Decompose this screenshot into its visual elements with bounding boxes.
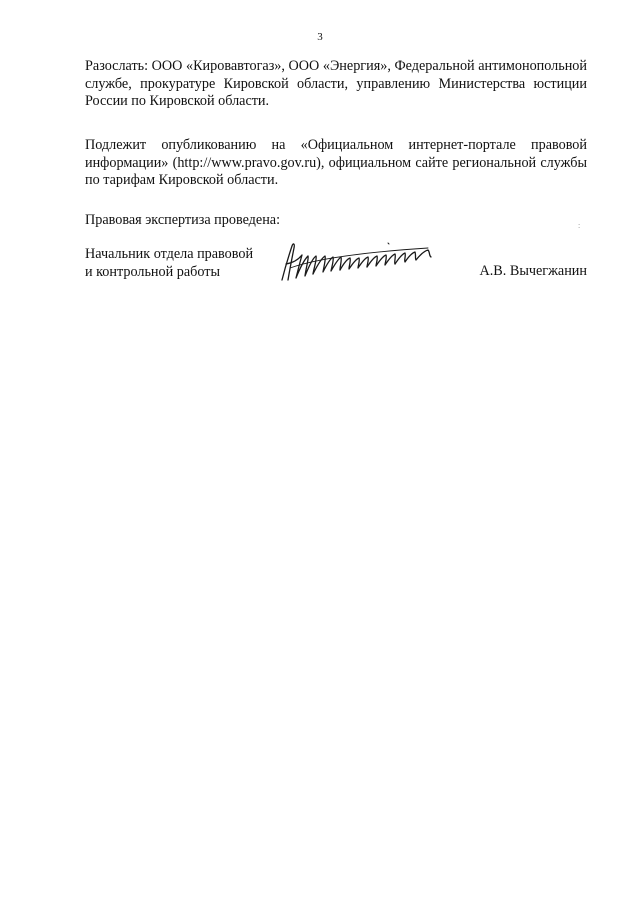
handwritten-signature-icon bbox=[278, 238, 438, 284]
signatory-position bbox=[85, 246, 285, 281]
distribution-list: Разослать: ООО «Кировавтогаз», ООО «Энергия», Федеральной антимонопольной службе, прокуратуре Кировской области, управлению Министерства юстиции России по Кировской области. bbox=[85, 58, 587, 109]
publication-notice: Подлежит опубликованию на «Официальном интернет-портале правовой информации» (http://www.pravo.gov.ru), официальном сайте региональной службы по тарифам Кировской области. bbox=[85, 137, 587, 188]
signatory-position-line-2: и контрольной работы bbox=[85, 263, 220, 280]
signature-block bbox=[85, 246, 587, 290]
legal-review-note: Правовая экспертиза проведена: bbox=[85, 212, 281, 228]
signatory-name: А.В. Вычегжанин bbox=[479, 263, 587, 279]
signatory-position-line-1: Начальник отдела правовой bbox=[85, 246, 254, 262]
scan-speck: : bbox=[578, 221, 581, 230]
page-number: 3 bbox=[317, 31, 323, 43]
